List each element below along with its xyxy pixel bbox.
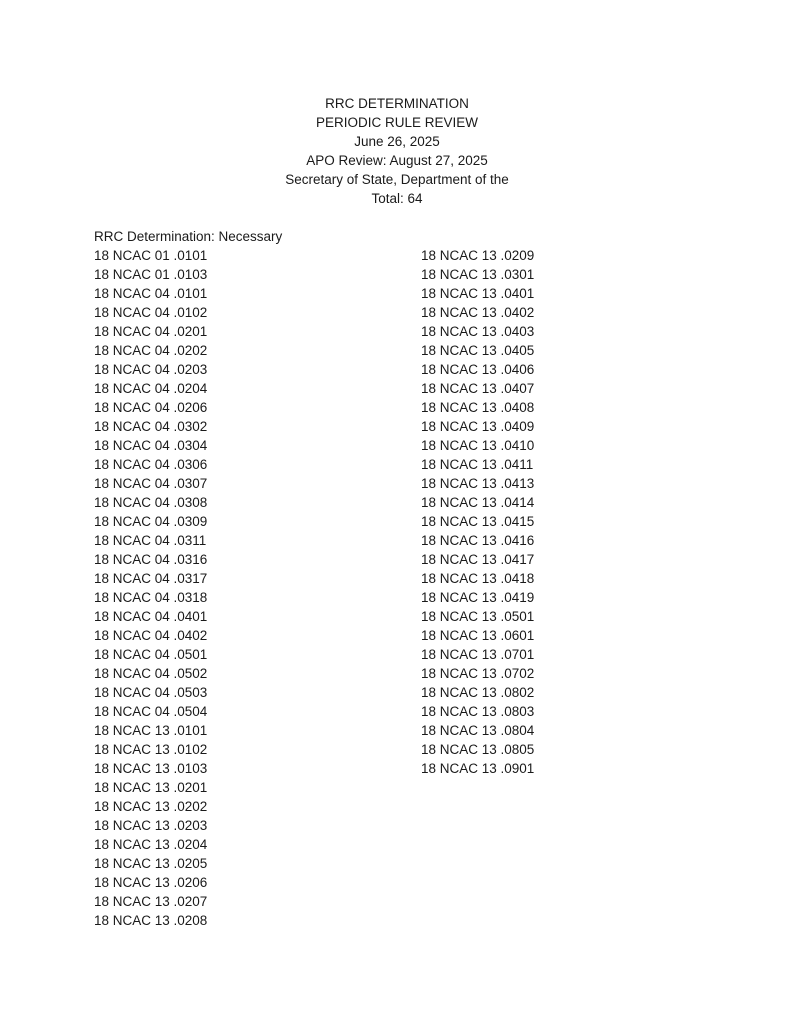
rule-citation: 18 NCAC 04 .0308 bbox=[94, 495, 208, 510]
rule-citation: 18 NCAC 13 .0411 bbox=[421, 457, 534, 472]
rule-citation: 18 NCAC 13 .0406 bbox=[421, 362, 535, 377]
rule-citation: 18 NCAC 13 .0804 bbox=[421, 723, 535, 738]
rule-citation: 18 NCAC 13 .0401 bbox=[421, 286, 535, 301]
rule-total: Total: 64 bbox=[371, 191, 423, 206]
rule-citation: 18 NCAC 13 .0301 bbox=[421, 267, 535, 282]
rule-citation: 18 NCAC 04 .0203 bbox=[94, 362, 208, 377]
rule-citation: 18 NCAC 13 .0802 bbox=[421, 685, 535, 700]
rule-citation: 18 NCAC 13 .0101 bbox=[94, 723, 208, 738]
document-date: June 26, 2025 bbox=[354, 134, 440, 149]
rule-citation: 18 NCAC 13 .0208 bbox=[94, 913, 208, 928]
rule-citation: 18 NCAC 13 .0202 bbox=[94, 799, 208, 814]
rule-citation: 18 NCAC 13 .0206 bbox=[94, 875, 208, 890]
document-title: RRC DETERMINATION bbox=[325, 96, 469, 111]
rule-citation: 18 NCAC 04 .0201 bbox=[94, 324, 208, 339]
document-header bbox=[0, 94, 794, 208]
rule-citation: 18 NCAC 13 .0415 bbox=[421, 514, 535, 529]
rule-citation: 18 NCAC 13 .0407 bbox=[421, 381, 535, 396]
rule-citation: 18 NCAC 13 .0405 bbox=[421, 343, 535, 358]
rule-citation: 18 NCAC 01 .0103 bbox=[94, 267, 208, 282]
rule-citation: 18 NCAC 04 .0402 bbox=[94, 628, 208, 643]
rule-citation: 18 NCAC 13 .0702 bbox=[421, 666, 535, 681]
rule-citation: 18 NCAC 04 .0504 bbox=[94, 704, 208, 719]
rule-citation: 18 NCAC 04 .0309 bbox=[94, 514, 208, 529]
rule-citation: 18 NCAC 13 .0417 bbox=[421, 552, 535, 567]
rule-citation: 18 NCAC 04 .0501 bbox=[94, 647, 208, 662]
rule-citation: 18 NCAC 13 .0201 bbox=[94, 780, 208, 795]
rule-list-left-column bbox=[94, 246, 207, 930]
rule-citation: 18 NCAC 04 .0503 bbox=[94, 685, 208, 700]
rule-citation: 18 NCAC 04 .0204 bbox=[94, 381, 208, 396]
rule-citation: 18 NCAC 13 .0416 bbox=[421, 533, 535, 548]
rule-citation: 18 NCAC 13 .0204 bbox=[94, 837, 208, 852]
rule-citation: 18 NCAC 13 .0803 bbox=[421, 704, 535, 719]
rule-citation: 18 NCAC 13 .0408 bbox=[421, 400, 535, 415]
agency-name: Secretary of State, Department of the bbox=[285, 172, 509, 187]
rule-citation: 18 NCAC 13 .0209 bbox=[421, 248, 535, 263]
rule-citation: 18 NCAC 13 .0102 bbox=[94, 742, 208, 757]
rule-citation: 18 NCAC 13 .0419 bbox=[421, 590, 535, 605]
rule-citation: 18 NCAC 13 .0501 bbox=[421, 609, 535, 624]
rule-citation: 18 NCAC 04 .0502 bbox=[94, 666, 208, 681]
rule-citation: 18 NCAC 13 .0805 bbox=[421, 742, 535, 757]
rule-citation: 18 NCAC 01 .0101 bbox=[94, 248, 208, 263]
rule-citation: 18 NCAC 04 .0307 bbox=[94, 476, 208, 491]
rule-citation: 18 NCAC 13 .0403 bbox=[421, 324, 535, 339]
determination-heading: RRC Determination: Necessary bbox=[94, 229, 283, 244]
rule-citation: 18 NCAC 13 .0207 bbox=[94, 894, 208, 909]
rule-citation: 18 NCAC 04 .0101 bbox=[94, 286, 208, 301]
rule-citation: 18 NCAC 13 .0701 bbox=[421, 647, 535, 662]
rule-citation: 18 NCAC 04 .0317 bbox=[94, 571, 208, 586]
rule-citation: 18 NCAC 04 .0206 bbox=[94, 400, 208, 415]
rule-citation: 18 NCAC 13 .0205 bbox=[94, 856, 208, 871]
rule-citation: 18 NCAC 04 .0401 bbox=[94, 609, 208, 624]
rule-citation: 18 NCAC 04 .0102 bbox=[94, 305, 208, 320]
rule-citation: 18 NCAC 13 .0402 bbox=[421, 305, 535, 320]
rule-citation: 18 NCAC 04 .0202 bbox=[94, 343, 208, 358]
rule-citation: 18 NCAC 13 .0414 bbox=[421, 495, 535, 510]
rule-citation: 18 NCAC 04 .0311 bbox=[94, 533, 207, 548]
rule-citation: 18 NCAC 04 .0318 bbox=[94, 590, 208, 605]
rule-citation: 18 NCAC 13 .0901 bbox=[421, 761, 535, 776]
rule-citation: 18 NCAC 13 .0418 bbox=[421, 571, 535, 586]
apo-review-date: APO Review: August 27, 2025 bbox=[306, 153, 488, 168]
rule-citation: 18 NCAC 13 .0203 bbox=[94, 818, 208, 833]
rule-citation: 18 NCAC 04 .0306 bbox=[94, 457, 208, 472]
rule-citation: 18 NCAC 04 .0302 bbox=[94, 419, 208, 434]
rule-citation: 18 NCAC 04 .0316 bbox=[94, 552, 208, 567]
rule-citation: 18 NCAC 13 .0413 bbox=[421, 476, 535, 491]
rule-citation: 18 NCAC 13 .0103 bbox=[94, 761, 208, 776]
rule-list-right-column bbox=[421, 246, 534, 778]
rule-citation: 18 NCAC 13 .0410 bbox=[421, 438, 535, 453]
rule-citation: 18 NCAC 13 .0601 bbox=[421, 628, 535, 643]
rule-citation: 18 NCAC 13 .0409 bbox=[421, 419, 535, 434]
document-subtitle: PERIODIC RULE REVIEW bbox=[315, 115, 479, 130]
rule-citation: 18 NCAC 04 .0304 bbox=[94, 438, 208, 453]
